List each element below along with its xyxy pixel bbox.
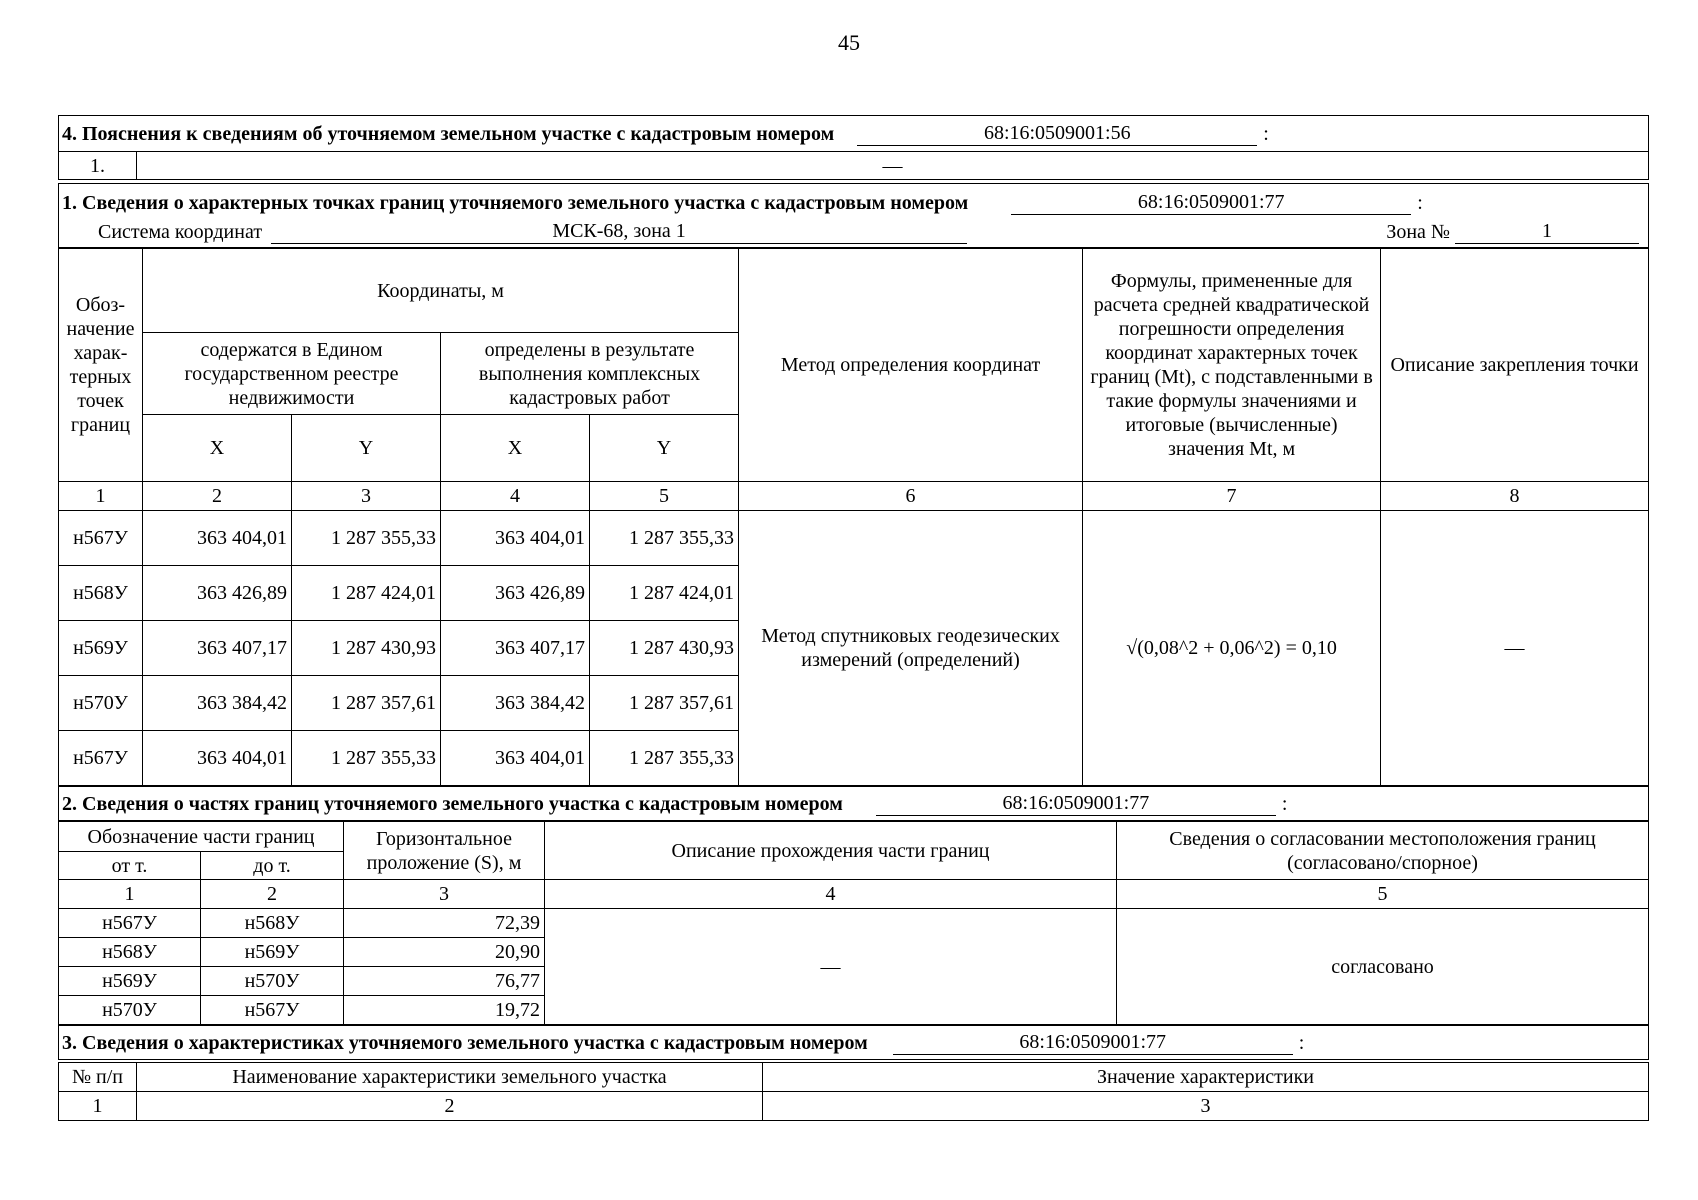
table-row xyxy=(59,909,1649,938)
part-from: н568У xyxy=(59,938,201,967)
part-from: н567У xyxy=(59,909,201,938)
part-from: н569У xyxy=(59,967,201,996)
part-s: 72,39 xyxy=(344,909,545,938)
point-y1: 1 287 430,93 xyxy=(292,621,441,676)
point-x2: 363 404,01 xyxy=(441,731,590,786)
section1-colon: : xyxy=(1417,192,1423,214)
point-y1: 1 287 355,33 xyxy=(292,731,441,786)
section4-cadastral: 68:16:0509001:56 xyxy=(857,121,1257,146)
section2-header xyxy=(59,787,1649,821)
point-y1: 1 287 357,61 xyxy=(292,676,441,731)
point-y2: 1 287 430,93 xyxy=(590,621,739,676)
section3-header xyxy=(59,1026,1649,1060)
point-y2: 1 287 355,33 xyxy=(590,731,739,786)
part-s: 19,72 xyxy=(344,996,545,1025)
col-number: 6 xyxy=(739,482,1083,511)
part-from: н570У xyxy=(59,996,201,1025)
section3-title: 3. Сведения о характеристиках уточняемого земельного участка с кадастровым номером xyxy=(62,1032,868,1054)
section2-colon: : xyxy=(1281,793,1288,815)
col-number: 7 xyxy=(1083,482,1381,511)
col-number: 1 xyxy=(59,880,201,909)
section4-title: 4. Пояснения к сведениям об уточняемом земельном участке с кадастровым номером xyxy=(62,123,835,145)
part-to: н570У xyxy=(201,967,344,996)
header-formulas: Формулы, примененные для расчета средней квадратической погрешности определения координат характерных точек границ (Mt), с подставленными в такие формулы значениями и итоговые (вычисленные) значения Mt, м xyxy=(1083,249,1381,482)
header-name: Наименование характеристики земельного участка xyxy=(137,1063,763,1092)
point-x1: 363 407,17 xyxy=(143,621,292,676)
point-y1: 1 287 424,01 xyxy=(292,566,441,621)
col-number: 2 xyxy=(201,880,344,909)
parts-table xyxy=(58,821,1649,1025)
point-x2: 363 384,42 xyxy=(441,676,590,731)
section4-row-num: 1. xyxy=(59,152,137,180)
point-x2: 363 426,89 xyxy=(441,566,590,621)
header-from: от т. xyxy=(59,852,201,880)
header-x1: X xyxy=(143,415,292,482)
part-to: н568У xyxy=(201,909,344,938)
point-x1: 363 426,89 xyxy=(143,566,292,621)
description-value: — xyxy=(545,909,1117,1025)
section4-table xyxy=(58,115,1649,180)
table-row xyxy=(59,511,1649,566)
header-fixing: Описание закрепления точки xyxy=(1381,249,1649,482)
point-x1: 363 404,01 xyxy=(143,511,292,566)
point-y2: 1 287 355,33 xyxy=(590,511,739,566)
header-y2: Y xyxy=(590,415,739,482)
header-egrn: содержатся в Едином государственном реестре недвижимости xyxy=(143,333,441,415)
section1-header xyxy=(59,184,1649,248)
header-horizontal: Горизонтальное проложение (S), м xyxy=(344,822,545,880)
col-number: 1 xyxy=(59,482,143,511)
section2-header-table xyxy=(58,786,1649,821)
zone-value: 1 xyxy=(1455,219,1639,244)
part-s: 20,90 xyxy=(344,938,545,967)
header-y1: Y xyxy=(292,415,441,482)
header-determined: определены в результате выполнения комплексных кадастровых работ xyxy=(441,333,739,415)
section2-cadastral: 68:16:0509001:77 xyxy=(876,791,1276,816)
header-value: Значение характеристики xyxy=(763,1063,1649,1092)
col-number: 4 xyxy=(441,482,590,511)
header-method: Метод определения координат xyxy=(739,249,1083,482)
header-coords: Координаты, м xyxy=(143,249,739,333)
fixing-value: — xyxy=(1381,511,1649,786)
header-num: № п/п xyxy=(59,1063,137,1092)
header-designation: Обоз-начение харак-терных точек границ xyxy=(59,249,143,482)
points-table xyxy=(58,248,1649,786)
col-number: 1 xyxy=(59,1092,137,1121)
section1-cadastral: 68:16:0509001:77 xyxy=(1011,190,1411,215)
zone-label: Зона № xyxy=(1386,221,1450,243)
coord-system-value: МСК-68, зона 1 xyxy=(271,219,967,244)
formula-value: √(0,08^2 + 0,06^2) = 0,10 xyxy=(1083,511,1381,786)
header-agreement: Сведения о согласовании местоположения границ (согласовано/спорное) xyxy=(1117,822,1649,880)
point-x2: 363 404,01 xyxy=(441,511,590,566)
section3-cadastral: 68:16:0509001:77 xyxy=(893,1030,1293,1055)
agreement-value: согласовано xyxy=(1117,909,1649,1025)
document-frame xyxy=(58,115,1649,1121)
coord-system-label: Система координат xyxy=(98,221,263,243)
header-description: Описание прохождения части границ xyxy=(545,822,1117,880)
section1-header-table xyxy=(58,183,1649,248)
point-y2: 1 287 357,61 xyxy=(590,676,739,731)
characteristics-table xyxy=(58,1062,1649,1121)
point-x1: 363 384,42 xyxy=(143,676,292,731)
col-number: 2 xyxy=(143,482,292,511)
header-to: до т. xyxy=(201,852,344,880)
method-value: Метод спутниковых геодезических измерений (определений) xyxy=(739,511,1083,786)
header-x2: X xyxy=(441,415,590,482)
point-y2: 1 287 424,01 xyxy=(590,566,739,621)
col-number: 5 xyxy=(1117,880,1649,909)
page-number: 45 xyxy=(838,30,860,55)
section3-header-table xyxy=(58,1025,1649,1060)
col-number: 3 xyxy=(292,482,441,511)
part-s: 76,77 xyxy=(344,967,545,996)
point-name: н567У xyxy=(59,731,143,786)
section3-colon: : xyxy=(1298,1032,1305,1054)
point-x1: 363 404,01 xyxy=(143,731,292,786)
section4-colon: : xyxy=(1263,123,1269,145)
col-number: 8 xyxy=(1381,482,1649,511)
part-to: н569У xyxy=(201,938,344,967)
header-part: Обозначение части границ xyxy=(59,822,344,852)
point-x2: 363 407,17 xyxy=(441,621,590,676)
point-name: н567У xyxy=(59,511,143,566)
point-name: н569У xyxy=(59,621,143,676)
point-name: н568У xyxy=(59,566,143,621)
part-to: н567У xyxy=(201,996,344,1025)
col-number: 2 xyxy=(137,1092,763,1121)
point-name: н570У xyxy=(59,676,143,731)
section1-title: 1. Сведения о характерных точках границ уточняемого земельного участка с кадастровым номером xyxy=(62,192,969,214)
section4-row-value: — xyxy=(137,152,1649,180)
point-y1: 1 287 355,33 xyxy=(292,511,441,566)
col-number: 4 xyxy=(545,880,1117,909)
section2-title: 2. Сведения о частях границ уточняемого земельного участка с кадастровым номером xyxy=(62,793,843,815)
section4-header xyxy=(59,116,1649,152)
col-number: 3 xyxy=(344,880,545,909)
col-number: 5 xyxy=(590,482,739,511)
col-number: 3 xyxy=(763,1092,1649,1121)
